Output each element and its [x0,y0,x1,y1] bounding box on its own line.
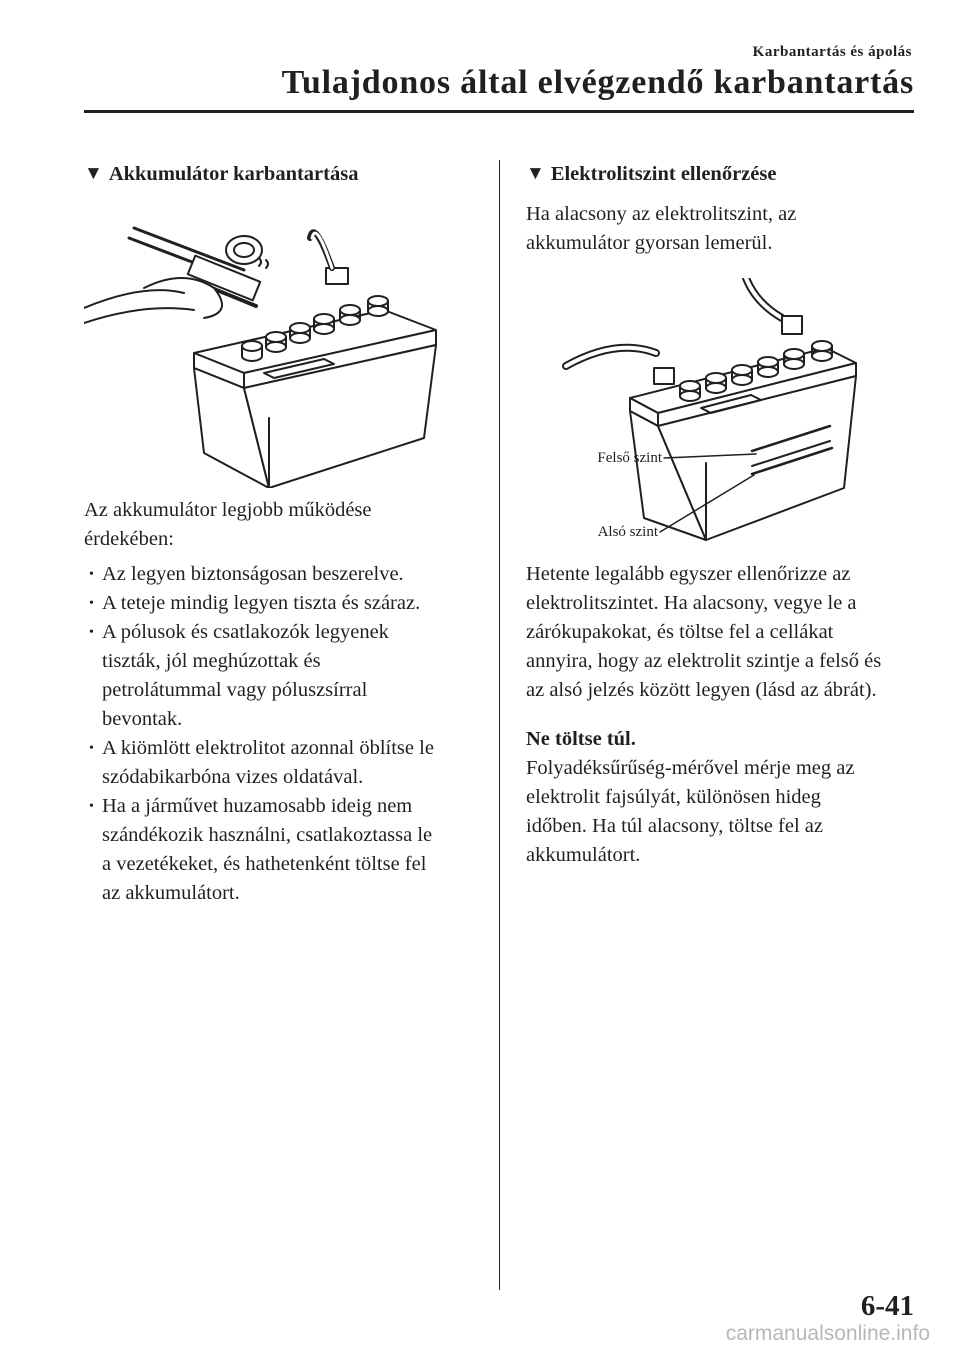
bullet-dot-icon: • [89,596,94,611]
bullet-text: a vezetékeket, és hathetenként töltse fel [102,853,427,875]
bullet-text: Az legyen biztonságosan beszerelve. [102,563,404,585]
body-line: időben. Ha túl alacsony, töltse fel az [526,815,823,837]
upper-level-label: Felső szint [597,450,662,466]
warning-paragraph [526,754,918,870]
body-line: elektrolitszintet. Ha alacsony, vegye le a [526,592,857,614]
bullet-text: bevontak. [102,708,183,730]
list-item [84,792,476,908]
left-column [84,160,476,908]
bullet-dot-icon: • [89,799,94,814]
bullet-text: A teteje mindig legyen tiszta és száraz. [102,592,421,614]
bullet-text: szódabikarbóna vizes oldatával. [102,766,364,788]
watermark: carmanualsonline.info [725,1322,930,1345]
bullet-text: A kiömlött elektrolitot azonnal öblítse le [102,737,434,759]
list-item [84,560,476,589]
bullet-dot-icon: • [89,741,94,756]
bullet-text: A pólusok és csatlakozók legyenek [102,621,389,643]
bullet-text: petrolátummal vagy póluszsírral [102,679,368,701]
bullet-text: szándékozik használni, csatlakoztassa le [102,824,433,846]
body-line: az alsó jelzés között legyen (lásd az ábrát). [526,679,877,701]
intro-line-1: Ha alacsony az elektrolitszint, az [526,203,797,225]
body-line: akkumulátort. [526,844,641,866]
triangle-marker-icon: ▼ [84,163,103,184]
intro-line-1: Az akkumulátor legjobb működése [84,499,372,521]
warning-title: Ne töltse túl. [526,728,636,750]
battery-maintenance-heading [84,160,476,188]
triangle-marker-icon: ▼ [526,163,545,184]
list-item [84,618,476,734]
intro-line-2: akkumulátor gyorsan lemerül. [526,232,773,254]
list-item [84,589,476,618]
header-rule [84,110,914,113]
body-line: annyira, hogy az elektrolit szintje a felső és [526,650,882,672]
battery-cleaning-illustration [84,198,476,488]
column-divider [499,160,500,1290]
bullet-dot-icon: • [89,567,94,582]
right-column [526,160,918,870]
electrolyte-check-heading [526,160,918,188]
body-line: elektrolit fajsúlyát, különösen hideg [526,786,821,808]
heading-text: Akkumulátor karbantartása [108,163,359,185]
bullet-text: Ha a járművet huzamosabb ideig nem [102,795,413,817]
bullet-text: az akkumulátort. [102,882,240,904]
lower-level-label: Alsó szint [597,524,658,540]
page-title: Tulajdonos által elvégzendő karbantartás [281,64,914,101]
list-item [84,734,476,792]
bullet-dot-icon: • [89,625,94,640]
maintenance-bullet-list [84,560,476,908]
instructions-paragraph [526,560,918,705]
heading-text: Elektrolitszint ellenőrzése [550,163,777,185]
intro-line-2: érdekében: [84,528,174,550]
electrolyte-level-illustration [526,278,918,548]
body-line: Folyadéksűrűség-mérővel mérje meg az [526,757,855,779]
page-number: 6-41 [860,1290,914,1322]
bullet-text: tiszták, jól meghúzottak és [102,650,321,672]
section-label: Karbantartás és ápolás [752,44,912,60]
body-line: Hetente legalább egyszer ellenőrizze az [526,563,851,585]
body-line: zárókupakokat, és töltse fel a cellákat [526,621,834,643]
